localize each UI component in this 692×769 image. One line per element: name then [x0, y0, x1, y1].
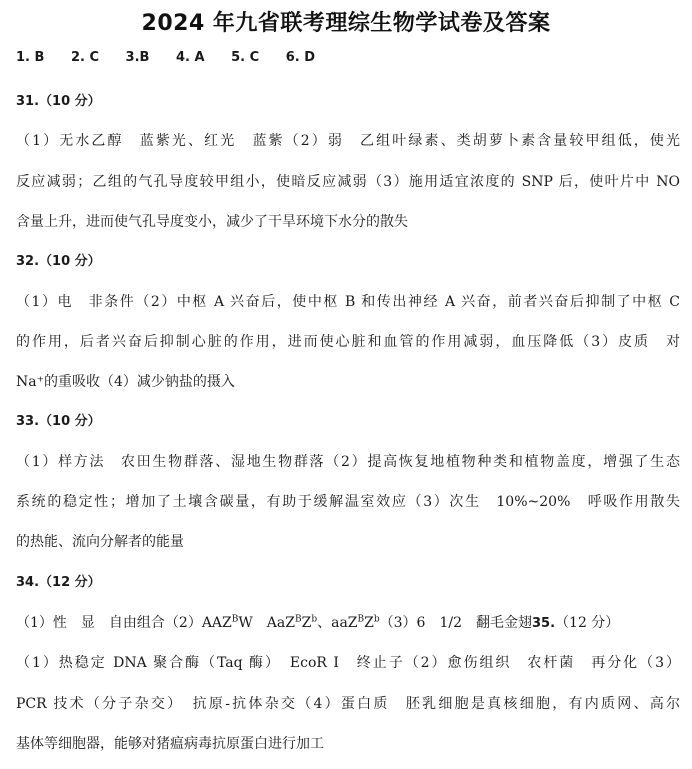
q32-line: 的作用，后者兴奋后抑制心脏的作用，进而使心脏和血管的作用减弱，血压降低（3）皮质 对 — [16, 334, 680, 350]
q33-line: 的热能、流向分解者的能量 — [16, 534, 184, 550]
choice-answers — [16, 50, 337, 65]
choice-answer: 2. C — [70, 50, 100, 65]
q31-heading: 31.（10 分） — [16, 94, 101, 109]
q31-line: 反应减弱；乙组的气孔导度较甲组小，使暗反应减弱（3）施用适宜浓度的 SNP 后，使叶片中 NO — [16, 174, 680, 190]
q34-text: Z — [301, 615, 312, 631]
superscript: b — [311, 614, 318, 625]
q32-heading: 32.（10 分） — [16, 254, 101, 269]
choice-answer: 6. D — [285, 50, 315, 65]
choice-answer: 1. B — [16, 50, 45, 65]
q34-text: W AaZ — [238, 615, 295, 631]
q34-text: （1）性 显 自由组合（2）AAZ — [16, 615, 232, 631]
q34-text: Z — [364, 615, 374, 631]
q32-line: Na⁺的重吸收（4）减少钠盐的摄入 — [16, 374, 235, 390]
q35-line: PCR 技术（分子杂交） 抗原-抗体杂交（4）蛋白质 胚乳细胞是真核细胞，有内质网、高尔 — [16, 696, 680, 712]
superscript: B — [294, 614, 302, 625]
q35-line: 基体等细胞器，能够对猪瘟病毒抗原蛋白进行加工 — [16, 736, 324, 752]
q34-text: （3）6 1/2 翻毛金翅 — [379, 615, 532, 631]
q35-score: （12 分） — [555, 615, 620, 631]
q33-line: （1）样方法 农田生物群落、湿地生物群落（2）提高恢复地植物种类和植物盖度，增强了生态 — [16, 454, 680, 470]
page-title: 2024 年九省联考理综生物学试卷及答案 — [141, 11, 551, 36]
choice-answer: 4. A — [175, 50, 205, 65]
q33-line: 系统的稳定性；增加了土壤含碳量，有助于缓解温室效应（3）次生 10%~20% 呼吸作用散失 — [16, 494, 680, 510]
q31-line: （1）无水乙醇 蓝紫光、红光 蓝紫（2）弱 乙组叶绿素、类胡萝卜素含量较甲组低，使光 — [16, 133, 680, 149]
q31-line: 含量上升，进而使气孔导度变小，减少了干旱环境下水分的散失 — [16, 214, 408, 230]
superscript: B — [231, 614, 239, 625]
q32-line: （1）电 非条件（2）中枢 A 兴奋后，使中枢 B 和传出神经 A 兴奋，前者兴奋后抑制了中枢 C — [16, 294, 680, 310]
q34-line — [16, 613, 680, 634]
q34-text: 、aaZ — [317, 615, 358, 631]
choice-answer: 3.B — [125, 50, 150, 65]
q33-heading: 33.（10 分） — [16, 414, 101, 429]
q35-line: （1）热稳定 DNA 聚合酶（Taq 酶） EcoR I 终止子（2）愈伤组织 农杆菌 再分化（3） — [16, 655, 680, 671]
choice-answer: 5. C — [231, 50, 260, 65]
q35-heading-inline: 35. — [532, 616, 556, 631]
superscript: b — [373, 614, 380, 625]
q34-heading: 34.（12 分） — [16, 575, 101, 590]
superscript: B — [357, 614, 365, 625]
